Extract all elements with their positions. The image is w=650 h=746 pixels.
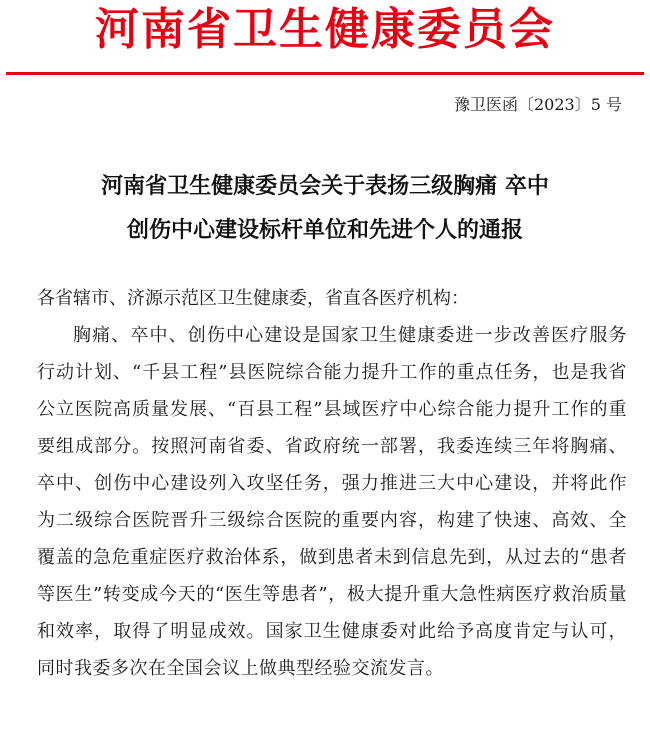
document-title <box>0 164 650 252</box>
body-paragraph: 胸痛、卒中、创伤中心建设是国家卫生健康委进一步改善医疗服务行动计划、“千县工程”县医院综合能力提升工作的重点任务，也是我省公立医院高质量发展、“百县工程”县域医疗中心综合能力提升工作的重要组成部分。按照河南省委、省政府统一部署，我委连续三年将胸痛、卒中、创伤中心建设列入攻坚任务，强力推进三大中心建设，并将此作为二级综合医院晋升三级综合医院的重要内容，构建了快速、高效、全覆盖的急危重症医疗救治体系，做到患者未到信息先到，从过去的“患者等医生”转变成今天的“医生等患者”，极大提升重大急性病医疗救治质量和效率，取得了明显成效。国家卫生健康委对此给予高度肯定与认可，同时我委多次在全国会议上做典型经验交流发言。 <box>37 325 627 679</box>
document-number: 豫卫医函〔2023〕5 号 <box>454 95 622 114</box>
document-title-line-1: 河南省卫生健康委员会关于表扬三级胸痛 卒中 <box>101 173 549 199</box>
document-body <box>37 280 627 687</box>
letterhead-title: 河南省卫生健康委员会 <box>95 4 555 55</box>
document-title-line-2: 创伤中心建设标杆单位和先进个人的通报 <box>126 217 523 243</box>
letterhead-red-rule <box>6 72 644 75</box>
salutation: 各省辖市、济源示范区卫生健康委，省直各医疗机构： <box>37 288 469 309</box>
